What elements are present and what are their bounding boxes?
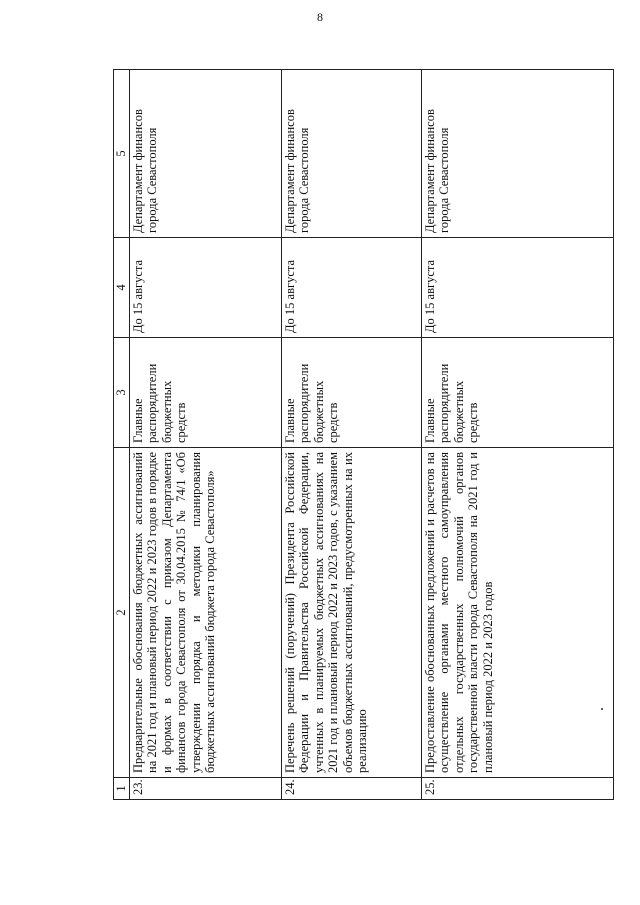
row-description: Предварительные обоснования бюджетных ассигнований на 2021 год и плановый период 2022 и 2023 годов в порядке и формах в соответствии с приказом Департамента финансов города Севастополя от 30.04.2015 № 74/1 «Об утверждении порядка и методики планирования бюджетных ассигнований бюджета города Севастополя» — [129, 448, 281, 778]
row-deadline: До 15 августа — [281, 238, 421, 338]
row-description: Перечень решений (поручений) Президента Российской Федерации и Правительства Российской Федерации, учтенных в планируемых бюджетных ассигнованиях на 2021 год и плановый период 2022 и 2023 годов, с указанием объемов бюджетных ассигнований, предусмотренных на их реализацию — [281, 448, 421, 778]
row-responsible: Департамент финансов города Севастополя — [129, 70, 281, 238]
row-number: 24. — [281, 778, 421, 800]
table-row — [129, 70, 281, 800]
row-responsible: Департамент финансов города Севастополя — [281, 70, 421, 238]
plan-table — [113, 69, 614, 800]
scan-speck — [601, 708, 603, 710]
header-row — [114, 70, 130, 800]
table-row — [421, 70, 613, 800]
page-number: 8 — [317, 10, 323, 24]
row-deadline: До 15 августа — [421, 238, 613, 338]
header-col-3: 3 — [114, 338, 130, 448]
row-executor: Главные распорядители бюджетных средств — [421, 338, 613, 448]
rotated-table-wrapper — [113, 70, 613, 800]
row-responsible: Департамент финансов города Севастополя — [421, 70, 613, 238]
header-col-5: 5 — [114, 70, 130, 238]
row-number: 23. — [129, 778, 281, 800]
row-deadline: До 15 августа — [129, 238, 281, 338]
row-description: Предоставление обоснованных предложений и расчетов на осуществление органами местного самоуправления отдельных государственных полномочий органов государственной власти города Севастополя на 2021 год и плановый период 2022 и 2023 годов — [421, 448, 613, 778]
header-col-2: 2 — [114, 448, 130, 778]
row-executor: Главные распорядители бюджетных средств — [281, 338, 421, 448]
header-col-4: 4 — [114, 238, 130, 338]
header-col-1: 1 — [114, 778, 130, 800]
table-row — [281, 70, 421, 800]
row-executor: Главные распорядители бюджетных средств — [129, 338, 281, 448]
row-number: 25. — [421, 778, 613, 800]
